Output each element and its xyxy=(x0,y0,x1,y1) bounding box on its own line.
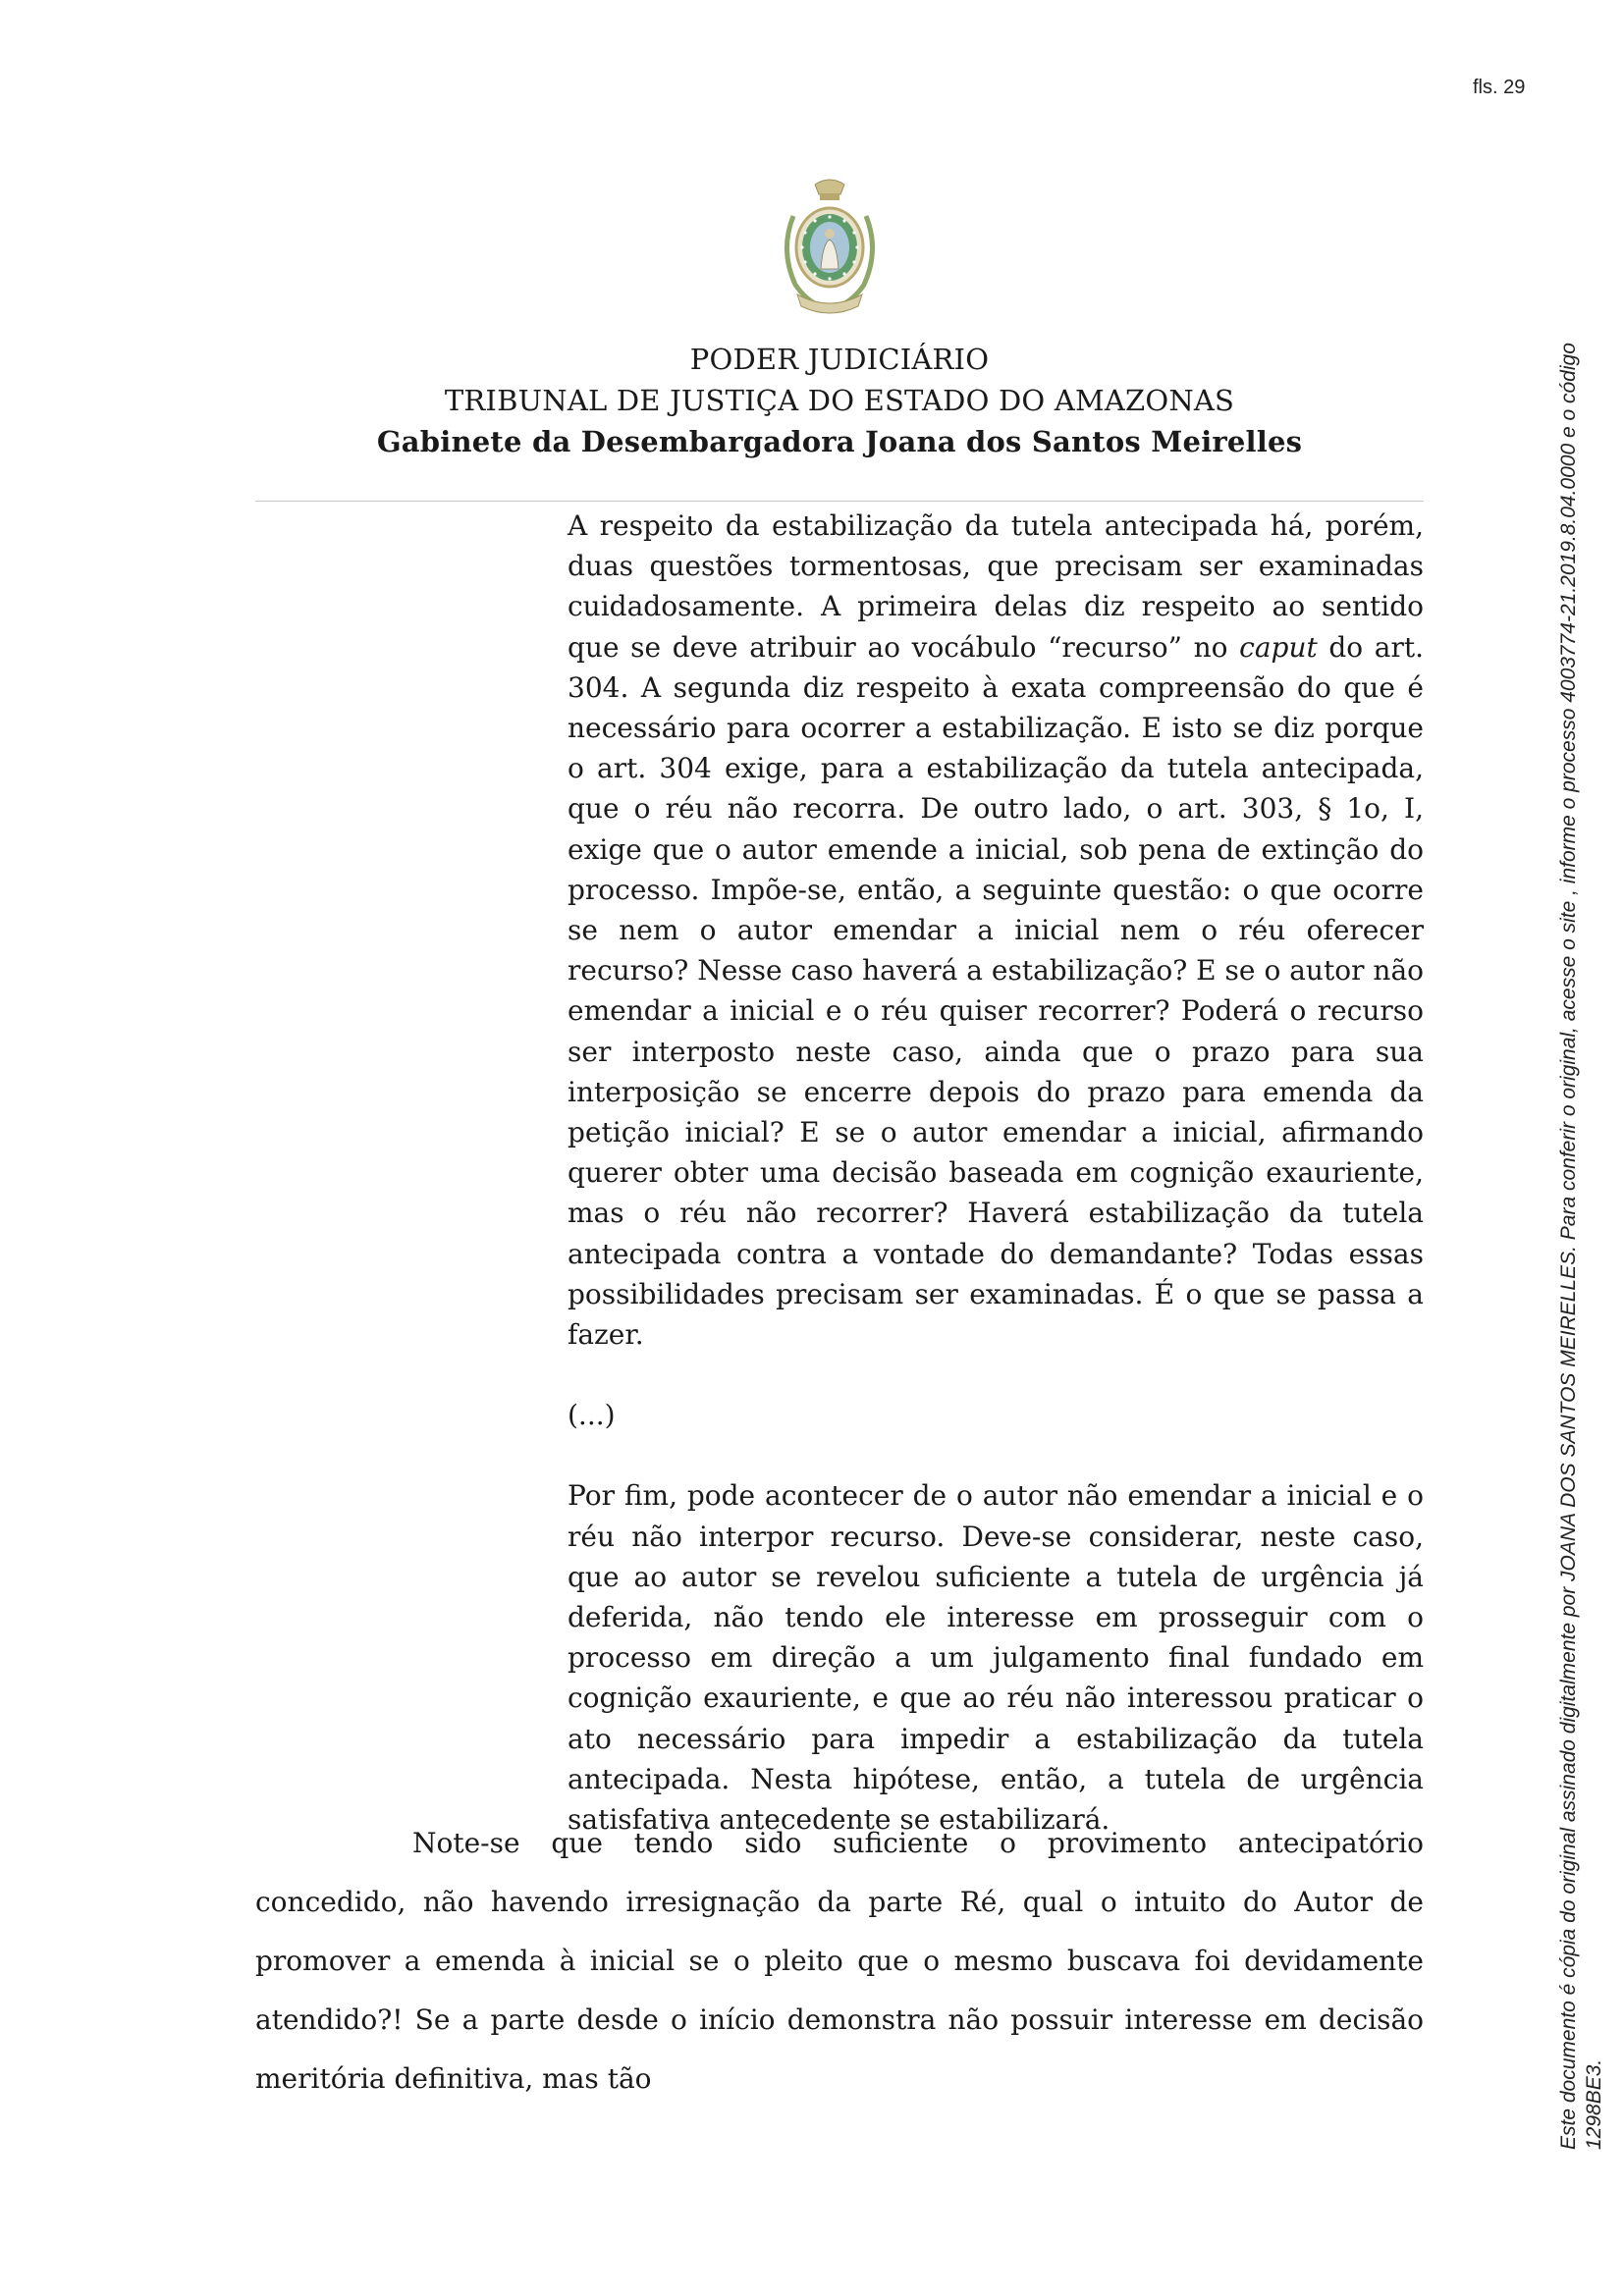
quote-p1-text-a: A respeito da estabilização da tutela antecipada há, porém, duas questões tormentosas, que precisam ser examinadas cuidadosamente. A primeira delas diz respeito ao sentido que se deve atribuir ao vocábulo “recurso” no xyxy=(568,509,1424,664)
digital-signature-note xyxy=(1556,187,1607,2150)
document-header xyxy=(255,339,1424,462)
header-cabinet: Gabinete da Desembargadora Joana dos Santos Meirelles xyxy=(376,425,1303,458)
court-emblem-icon xyxy=(776,177,884,324)
quote-paragraph-1 xyxy=(568,506,1424,1355)
body-paragraph-1: Note-se que tendo sido suficiente o provimento antecipatório concedido, não havendo irresignação da parte Ré, qual o intuito do Autor de promover a emenda à inicial se o pleito que o mesmo buscava foi devidamente atendido?! Se a parte desde o início demonstra não possuir interesse em decisão meritória definitiva, mas tão xyxy=(255,1827,1424,2095)
block-quote xyxy=(568,506,1424,1840)
page-number: fls. 29 xyxy=(1473,77,1526,98)
signature-note-line-2: 1298BE3. xyxy=(1583,2058,1605,2150)
header-divider xyxy=(255,501,1424,502)
header-institution: PODER JUDICIÁRIO xyxy=(689,343,990,376)
quote-ellipsis: (...) xyxy=(568,1399,616,1432)
header-court: TRIBUNAL DE JUSTIÇA DO ESTADO DO AMAZONAS xyxy=(444,384,1235,417)
quote-paragraph-2: Por fim, pode acontecer de o autor não emendar a inicial e o réu não interpor recurso. Deve-se considerar, neste caso, que ao autor se revelou suficiente a tutela de urgência já deferida, não tendo ele interesse em prosseguir com o processo em direção a um julgamento final fundado em cognição exauriente, e que ao réu não interessou praticar o ato necessário para impedir a estabilização da tutela antecipada. Nesta hipótese, então, a tutela de urgência satisfativa antecedente se estabilizará. xyxy=(568,1479,1424,1837)
quote-p1-text-b: do art. 304. A segunda diz respeito à exata compreensão do que é necessário para ocorrer a estabilização. E isto se diz porque o art. 304 exige, para a estabilização da tutela antecipada, que o réu não recorra. De outro lado, o art. 303, § 1o, I, exige que o autor emende a inicial, sob pena de extinção do processo. Impõe-se, então, a seguinte questão: o que ocorre se nem o autor emendar a inicial nem o réu oferecer recurso? Nesse caso haverá a estabilização? E se o autor não emendar a inicial e o réu quiser recorrer? Poderá o recurso ser interposto neste caso, ainda que o prazo para sua interposição se encerre depois do prazo para emenda da petição inicial? E se o autor emendar a inicial, afirmando querer obter uma decisão baseada em cognição exauriente, mas o réu não recorrer? Haverá estabilização da tutela antecipada contra a vontade do demandante? Todas essas possibilidades precisam ser examinadas. É o que se passa a fazer. xyxy=(568,630,1425,1352)
signature-note-line-1: Este documento é cópia do original assinado digitalmente por JOANA DOS SANTOS MEIRELLES. Para conferir o original, acesse o site , informe o processo 4003774-21.2019.8.04.0000 e o código xyxy=(1557,343,1580,2150)
quote-p1-italic: caput xyxy=(1239,630,1318,664)
body-text xyxy=(255,1814,1424,2109)
